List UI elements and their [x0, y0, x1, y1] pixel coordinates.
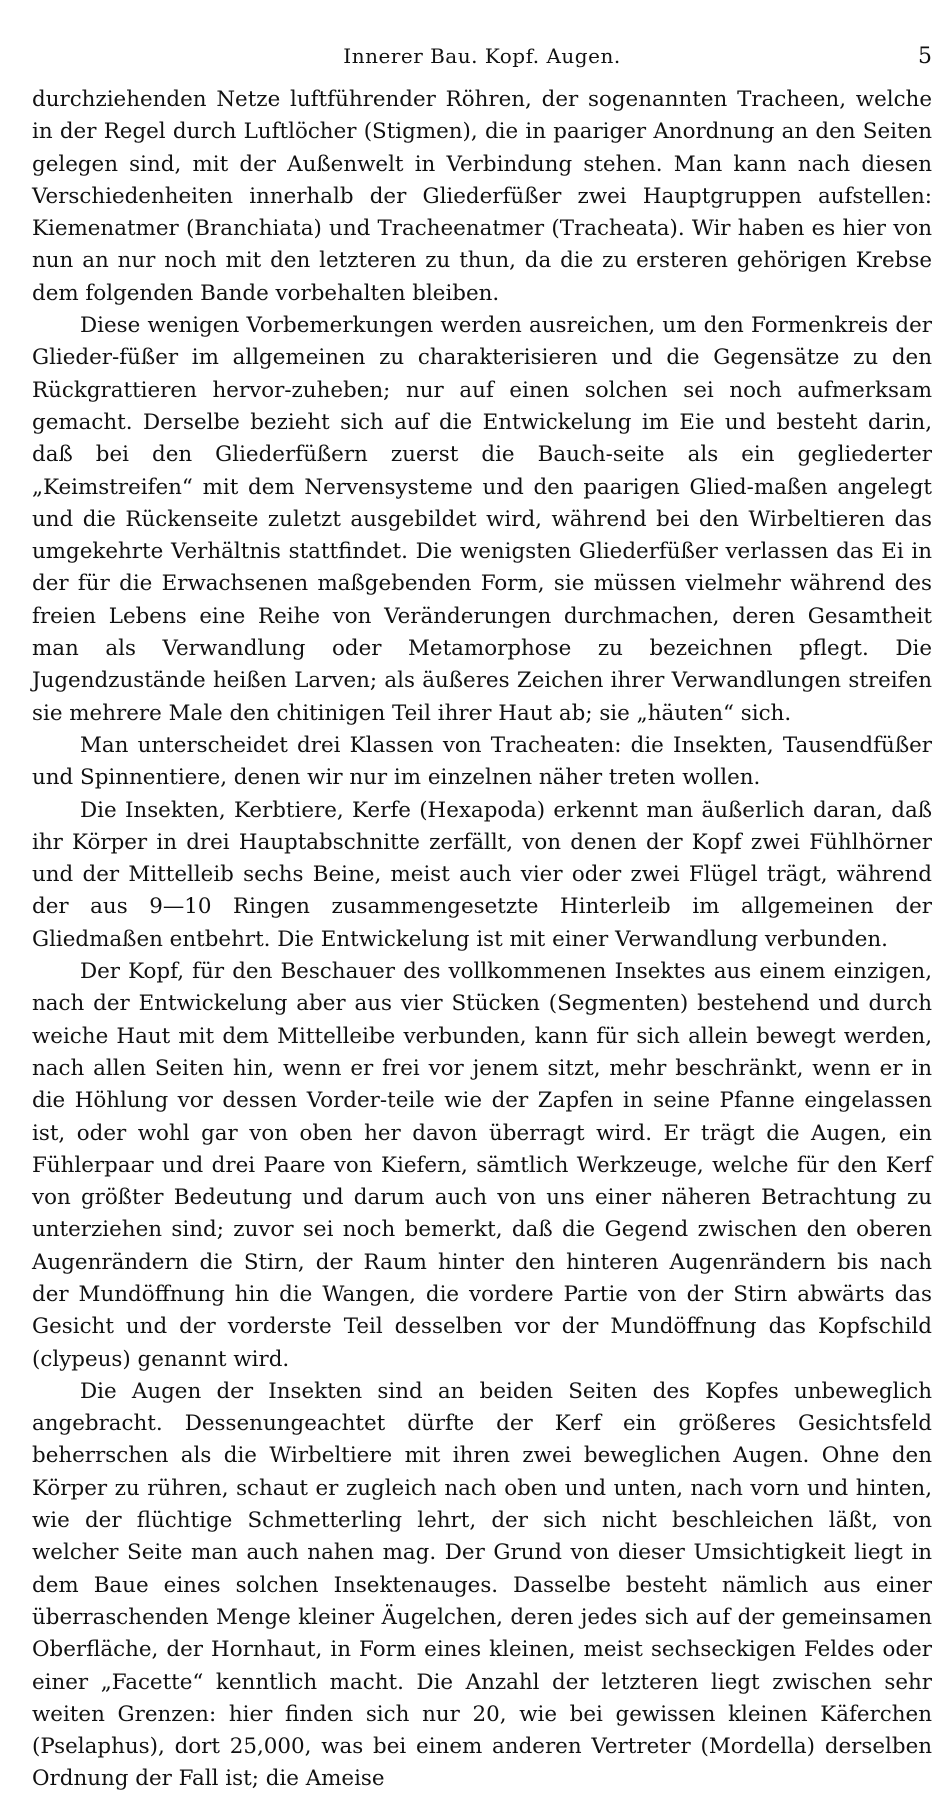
paragraph: Der Kopf, für den Beschauer des vollkommenen Insektes aus einem einzigen, nach der Entwickelung aber aus vier Stücken (Segmenten) bestehend und durch weiche Haut mit dem Mittelleibe verbunden, kann für sich allein bewegt werden, nach allen Seiten hin, wenn er frei vor jenem sitzt, mehr beschränkt, wenn er in die Höhlung vor dessen Vorder-teile wie der Zapfen in seine Pfanne eingelassen ist, oder wohl gar von oben her davon überragt wird. Er trägt die Augen, ein Fühlerpaar und drei Paare von Kiefern, sämtlich Werkzeuge, welche für den Kerf von größter Bedeutung und darum auch von uns einer näheren Betrachtung zu unterziehen sind; zuvor sei noch bemerkt, daß die Gegend zwischen den oberen Augenrändern die Stirn, der Raum hinter den hinteren Augenrändern bis nach der Mundöffnung hin die Wangen, die vordere Partie von der Stirn abwärts das Gesicht und der vorderste Teil desselben vor der Mundöffnung das Kopfschild (clypeus) genannt wird.: [32, 959, 932, 1372]
body-text: [32, 84, 932, 1796]
paragraph: durchziehenden Netze luftführender Röhren, der sogenannten Tracheen, welche in der Regel durch Luftlöcher (Stigmen), die in paariger Anordnung an den Seiten gelegen sind, mit der Außenwelt in Verbindung stehen. Man kann nach diesen Verschiedenheiten innerhalb der Gliederfüßer zwei Hauptgruppen aufstellen: Kiemenatmer (Branchiata) und Tracheenatmer (Tracheata). Wir haben es hier von nun an nur noch mit den letzteren zu thun, da die zu ersteren gehörigen Krebse dem folgenden Bande vorbehalten bleiben.: [32, 87, 932, 306]
book-page: [32, 44, 932, 1796]
paragraph: Man unterscheidet drei Klassen von Tracheaten: die Insekten, Tausendfüßer und Spinnentiere, denen wir nur im einzelnen näher treten wollen.: [32, 732, 932, 791]
page-number: 5: [918, 44, 932, 69]
paragraph: Die Insekten, Kerbtiere, Kerfe (Hexapoda) erkennt man äußerlich daran, daß ihr Körper in drei Hauptabschnitte zerfällt, von denen der Kopf zwei Fühlhörner und der Mittelleib sechs Beine, meist auch vier oder zwei Flügel trägt, während der aus 9—10 Ringen zusammengesetzte Hinterleib im allgemeinen der Gliedmaßen entbehrt. Die Entwickelung ist mit einer Verwandlung verbunden.: [32, 797, 932, 952]
running-title: Innerer Bau. Kopf. Augen.: [343, 44, 621, 68]
page-header: [32, 44, 932, 84]
paragraph: Diese wenigen Vorbemerkungen werden ausreichen, um den Formenkreis der Glieder-füßer im allgemeinen zu charakterisieren und die Gegensätze zu den Rückgrattieren hervor-zuheben; nur auf einen solchen sei noch aufmerksam gemacht. Derselbe bezieht sich auf die Entwickelung im Eie und besteht darin, daß bei den Gliederfüßern zuerst die Bauch-seite als ein gegliederter „Keimstreifen“ mit dem Nervensysteme und den paarigen Glied-maßen angelegt und die Rückenseite zuletzt ausgebildet wird, während bei den Wirbeltieren das umgekehrte Verhältnis stattfindet. Die wenigsten Gliederfüßer verlassen das Ei in der für die Erwachsenen maßgebenden Form, sie müssen vielmehr während des freien Lebens eine Reihe von Veränderungen durchmachen, deren Gesamtheit man als Verwandlung oder Metamorphose zu bezeichnen pflegt. Die Jugendzustände heißen Larven; als äußeres Zeichen ihrer Verwandlungen streifen sie mehrere Male den chitinigen Teil ihrer Haut ab; sie „häuten“ sich.: [32, 313, 932, 726]
paragraph: Die Augen der Insekten sind an beiden Seiten des Kopfes unbeweglich angebracht. Dessenungeachtet dürfte der Kerf ein größeres Gesichtsfeld beherrschen als die Wirbeltiere mit ihren zwei beweglichen Augen. Ohne den Körper zu rühren, schaut er zugleich nach oben und unten, nach vorn und hinten, wie der flüchtige Schmetterling lehrt, der sich nicht beschleichen läßt, von welcher Seite man auch nahen mag. Der Grund von dieser Umsichtigkeit liegt in dem Baue eines solchen Insektenauges. Dasselbe besteht nämlich aus einer überraschenden Menge kleiner Äugelchen, deren jedes sich auf der gemeinsamen Oberfläche, der Hornhaut, in Form eines kleinen, meist sechseckigen Feldes oder einer „Facette“ kenntlich macht. Die Anzahl der letzteren liegt zwischen sehr weiten Grenzen: hier finden sich nur 20, wie bei gewissen kleinen Käferchen (Pselaphus), dort 25,000, was bei einem anderen Vertreter (Mordella) derselben Ordnung der Fall ist; die Ameise: [32, 1378, 932, 1792]
